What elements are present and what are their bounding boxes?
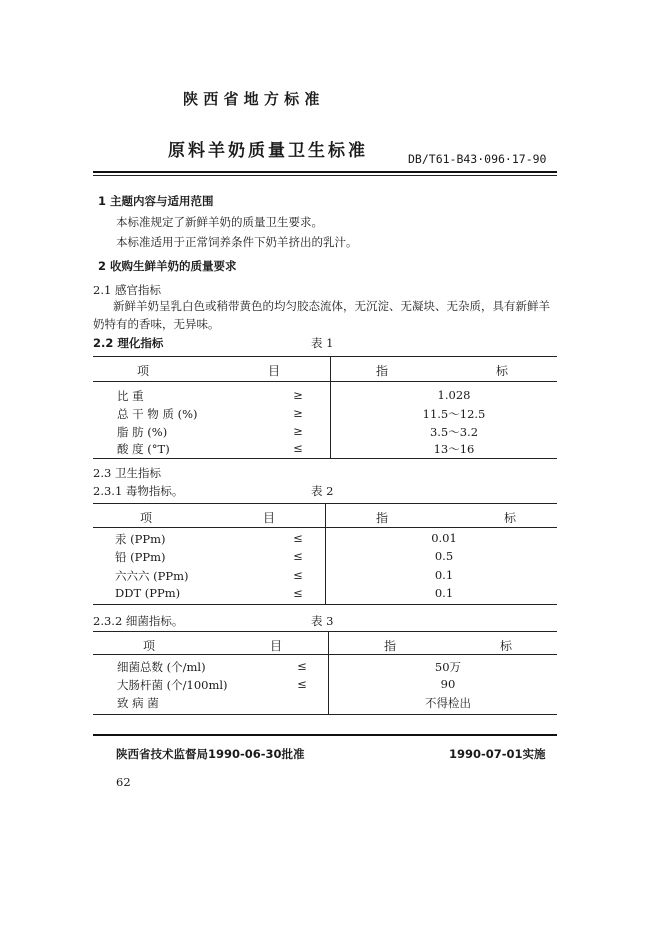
table-1-row-4-op: ≤ <box>293 441 303 455</box>
header-org: 陕 西 省 地 方 标 准 <box>183 90 320 108</box>
table-row <box>95 405 555 423</box>
table-3-row-2-name: 大肠杆菌 (个/100ml) <box>117 678 228 692</box>
section-2-2-heading: 2.2 理化指标 <box>93 336 164 350</box>
table-1-row-2-name: 总 干 物 质 (%) <box>117 407 198 421</box>
table-row <box>95 585 555 603</box>
table-3-row-1-value: 50万 <box>434 660 462 674</box>
page-title: 原料羊奶质量卫生标准 <box>168 141 368 161</box>
table-3-top-rule <box>93 631 557 632</box>
table-3-header-biao: 标 <box>500 639 513 653</box>
table-2-row-1-op: ≤ <box>293 531 303 545</box>
table-3-row-2-value: 90 <box>440 677 456 691</box>
section-2-1-line-1: 新鲜羊奶呈乳白色或稍带黄色的均匀胶态流体，无沉淀、无凝块、无杂质，具有新鲜羊 <box>113 299 550 313</box>
table-3-header-mu: 目 <box>270 639 283 653</box>
table-2-row-1-value: 0.01 <box>431 531 457 545</box>
table-1-row-3-value: 3.5～3.2 <box>429 425 479 439</box>
section-2-3-1-heading: 2.3.1 毒物指标。 <box>93 484 184 498</box>
table-2-row-4-name: DDT (PPm) <box>115 586 181 600</box>
table-3-row-1-op: ≤ <box>297 659 307 673</box>
table-3-header-zhi: 指 <box>384 639 397 653</box>
table-row <box>95 387 555 405</box>
table-1-row-1-name: 比 重 <box>117 389 144 403</box>
section-2-heading: 2 收购生鲜羊奶的质量要求 <box>98 259 237 273</box>
footer-approval: 陕西省技术监督局1990-06-30批准 <box>116 747 305 761</box>
table-2-row-1-name: 汞 (PPm) <box>115 532 166 546</box>
page-number: 62 <box>116 775 131 789</box>
table-1-header-zhi: 指 <box>376 364 389 378</box>
table-row <box>95 676 555 694</box>
table-3-row-3-value: 不得检出 <box>425 696 471 710</box>
table-2-header-item: 项 <box>140 511 153 525</box>
table-2-row-2-op: ≤ <box>293 549 303 563</box>
section-2-1-heading: 2.1 感官指标 <box>93 283 161 297</box>
section-1-para-1: 本标准规定了新鲜羊奶的质量卫生要求。 <box>116 215 323 229</box>
table-2-header-rule <box>93 527 557 528</box>
table-1-row-3-name: 脂 肪 (%) <box>117 425 168 439</box>
footer-rule <box>93 734 557 736</box>
header-rule <box>93 171 557 173</box>
table-2-row-3-value: 0.1 <box>434 568 454 582</box>
table-1-header-item: 项 <box>137 364 150 378</box>
table-3-row-3-name: 致 病 菌 <box>117 696 159 710</box>
table-3-header-rule <box>93 654 557 655</box>
table-3-header-item: 项 <box>143 639 156 653</box>
table-2-row-2-name: 铅 (PPm) <box>115 550 166 564</box>
standard-code: DB/T61-B43·096·17-90 <box>408 152 547 166</box>
table-row <box>95 548 555 566</box>
table-row <box>95 530 555 548</box>
table-1-header-biao: 标 <box>496 364 509 378</box>
table-2-row-2-value: 0.5 <box>434 549 454 563</box>
table-3-bottom-rule <box>93 714 557 715</box>
table-1-header-rule <box>93 381 557 382</box>
table-1-row-3-op: ≥ <box>293 424 303 438</box>
table-1-header-mu: 目 <box>268 364 281 378</box>
header-rule-thin <box>93 175 557 176</box>
table-2-bottom-rule <box>93 604 557 605</box>
table-2-row-3-op: ≤ <box>293 568 303 582</box>
table-2-header-zhi: 指 <box>376 511 389 525</box>
table-2-header-mu: 目 <box>263 511 276 525</box>
table-2-row-4-op: ≤ <box>293 586 303 600</box>
table-1-bottom-rule <box>93 458 557 459</box>
section-1-para-2: 本标准适用于正常饲养条件下奶羊挤出的乳汁。 <box>116 235 358 249</box>
table-1-row-1-value: 1.028 <box>437 388 471 402</box>
table-1-row-2-value: 11.5～12.5 <box>422 407 486 421</box>
table-1-row-4-name: 酸 度 (°T) <box>117 442 170 456</box>
table-1-row-1-op: ≥ <box>293 388 303 402</box>
table-3-label: 表 3 <box>311 614 334 628</box>
table-2-label: 表 2 <box>311 484 334 498</box>
table-row <box>95 423 555 441</box>
section-2-3-heading: 2.3 卫生指标 <box>93 466 161 480</box>
table-2-header-biao: 标 <box>504 511 517 525</box>
table-3-row-2-op: ≤ <box>297 677 307 691</box>
section-2-3-2-heading: 2.3.2 细菌指标。 <box>93 614 184 628</box>
table-2-row-4-value: 0.1 <box>434 586 454 600</box>
section-2-1-line-2: 奶特有的香味，无异味。 <box>93 317 220 331</box>
table-row <box>95 694 555 712</box>
table-row <box>95 440 555 458</box>
table-row <box>95 658 555 676</box>
table-1-top-rule <box>93 356 557 357</box>
table-2-row-3-name: 六六六 (PPm) <box>115 569 189 583</box>
table-3-row-1-name: 细菌总数 (个/ml) <box>117 660 206 674</box>
section-1-heading: 1 主题内容与适用范围 <box>98 194 214 208</box>
table-row <box>95 567 555 585</box>
table-1-row-4-value: 13～16 <box>433 442 475 456</box>
table-1-label: 表 1 <box>311 336 334 350</box>
table-1-row-2-op: ≥ <box>293 406 303 420</box>
footer-effective: 1990-07-01实施 <box>449 747 546 761</box>
